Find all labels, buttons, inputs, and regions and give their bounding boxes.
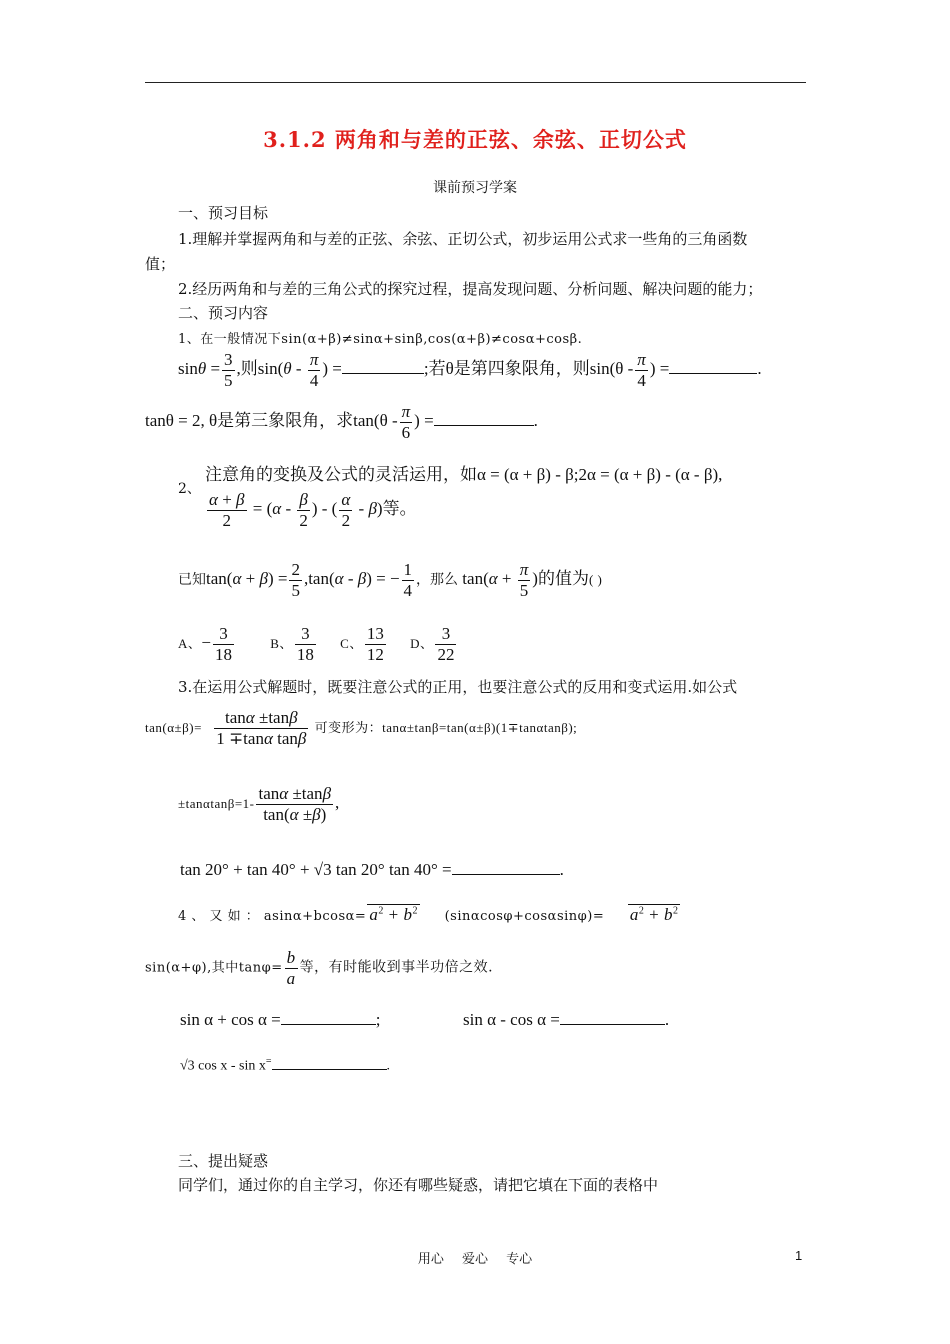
goal-item-1: 1.理解并掌握两角和与差的正弦、余弦、正切公式，初步运用公式求一些角的三角函数 [178,230,748,248]
question-sin-theta: sinθ = $\frac{3}{5}$ ,则sin(θ - $\frac{\pi}{4}$ ) = ;若θ是第四象限角，则sin(θ - $\frac{\pi}{4}$ ) = . [178,350,762,390]
question-known: 已知tan(α + β) = $\frac{2}{5}$ ,tan(α - β) = − $\frac{1}{4}$ ，那么 tan(α + $\frac{\pi}{5}$ )的值为( ) [178,560,603,600]
section2-heading: 二、预习内容 [178,304,269,322]
content-item-3: 3.在运用公式解题时，既要注意公式的正用，也要注意公式的反用和变式运用.如公式 [178,678,738,696]
subtitle: 课前预习学案 [433,180,517,196]
footer-text: 用心 爱心 专心 [417,1252,533,1267]
content-item-2-label: 2、 [178,481,201,497]
tan-formula-variant: ±tanαtanβ=1- $\frac{\tan\alpha \pm\tan\beta}{\tan(\alpha \pm\beta)}$ , [178,784,340,824]
section3-text: 同学们，通过你的自主学习，你还有哪些疑惑，请把它填在下面的表格中 [178,1176,659,1194]
question-sqrt3-cos: √3 cos x - sin x= . [180,1056,390,1074]
angle-transform-line1: 注意角的变换及公式的灵活运用，如α = (α + β) - β;2α = (α + β) - (α - β), [205,465,723,484]
goal-item-2: 2.经历两角和与差的三角公式的探究过程，提高发现问题、分析问题、解决问题的能力； [178,280,763,298]
content-item-1: 1、在一般情况下sin(α+β)≠sinα+sinβ,cos(α+β)≠cosα+cosβ. [178,332,583,347]
goal-item-1-cont: 值； [145,255,176,273]
question-tan-calc: tan 20° + tan 40° + √3 tan 20° tan 40° = . [180,860,564,879]
header-rule [145,82,806,83]
angle-transform-line2: $\frac{\alpha + \beta}{2}$ = (α - $\frac{\beta}{2}$ ) - ( $\frac{\alpha}{2}$ - β)等。 [209,490,417,530]
content-item-4: 4 、 又 如 ： $asin\alpha+bcos\alpha= a^2 + b^2$ $(\sin\alpha\cos\varphi+\cos\alpha\sin\varphi)= a^2 + b^2$ [178,905,679,924]
question-tan-theta: tanθ = 2, θ是第三象限角，求tan(θ - $\frac{\pi}{6}$ ) = . [145,402,538,442]
question-sin-plus-cos: sin α + cos α = ; [180,1010,381,1029]
question-sin-minus-cos: sin α - cos α = . [463,1010,670,1029]
tan-sum-formula: tan(α±β)= $\frac{\tan\alpha \pm\tan\beta}{\text{1 ∓tanα tanβ}}$ 可变形为：tanα±tanβ=tan(α±β)(1∓tanαtanβ); [145,708,578,748]
section3-heading: 三、提出疑惑 [178,1152,269,1170]
section1-heading: 一、预习目标 [178,204,269,222]
page-number: 1 [795,1248,803,1263]
page-title: 3.1.2 两角和与差的正弦、余弦、正切公式 [263,127,687,152]
aux-angle-formula: sin(α+φ),其中tanφ= $\frac{b}{a}$ 等，有时能收到事半功倍之效. [145,948,494,988]
answer-options: A、− $\frac{3}{18}$ B、 $\frac{3}{18}$ C、 $\frac{13}{12}$ D、 $\frac{3}{22}$ [178,624,455,664]
